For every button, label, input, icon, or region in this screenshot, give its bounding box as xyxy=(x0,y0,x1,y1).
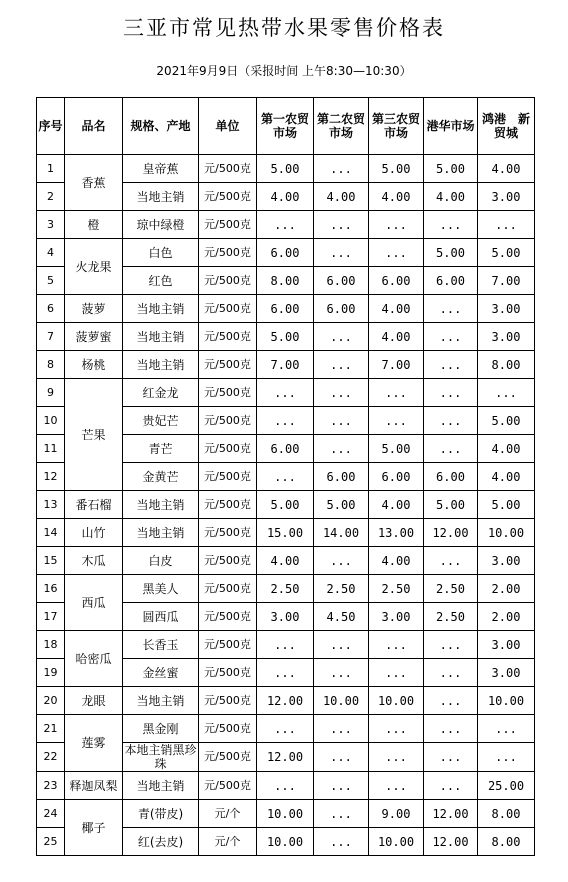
cell-market-1: ... xyxy=(257,379,314,407)
cell-name: 龙眼 xyxy=(65,687,123,715)
cell-market-3: 3.00 xyxy=(369,603,424,631)
cell-unit: 元/500克 xyxy=(199,519,257,547)
cell-market-3: 4.00 xyxy=(369,547,424,575)
cell-market-1: 8.00 xyxy=(257,267,314,295)
cell-market-2: ... xyxy=(314,547,369,575)
table-row xyxy=(37,155,535,183)
cell-unit: 元/500克 xyxy=(199,379,257,407)
cell-market-3: ... xyxy=(369,659,424,687)
header-market-3: 第三农贸市场 xyxy=(369,98,424,155)
cell-idx: 3 xyxy=(37,211,65,239)
cell-market-5: 2.00 xyxy=(478,603,535,631)
cell-market-4: ... xyxy=(424,631,478,659)
cell-market-4: ... xyxy=(424,435,478,463)
cell-spec: 黑金刚 xyxy=(123,715,199,743)
cell-idx: 20 xyxy=(37,687,65,715)
cell-unit: 元/个 xyxy=(199,800,257,828)
cell-market-3: 13.00 xyxy=(369,519,424,547)
header-market-2: 第二农贸市场 xyxy=(314,98,369,155)
table-row xyxy=(37,715,535,743)
cell-market-1: 3.00 xyxy=(257,603,314,631)
cell-spec: 金丝蜜 xyxy=(123,659,199,687)
cell-market-1: 7.00 xyxy=(257,351,314,379)
page-title: 三亚市常见热带水果零售价格表 xyxy=(123,16,445,40)
cell-name: 火龙果 xyxy=(65,239,123,295)
cell-market-3: 10.00 xyxy=(369,687,424,715)
cell-market-3: 7.00 xyxy=(369,351,424,379)
cell-market-2: ... xyxy=(314,379,369,407)
cell-market-1: ... xyxy=(257,463,314,491)
cell-market-4: ... xyxy=(424,407,478,435)
cell-market-2: ... xyxy=(314,435,369,463)
table-header xyxy=(37,98,535,155)
cell-idx: 8 xyxy=(37,351,65,379)
cell-market-4: ... xyxy=(424,351,478,379)
cell-name: 椰子 xyxy=(65,800,123,856)
cell-market-3: 5.00 xyxy=(369,435,424,463)
cell-market-3: 2.50 xyxy=(369,575,424,603)
table-row xyxy=(37,547,535,575)
cell-market-5: 3.00 xyxy=(478,295,535,323)
cell-market-4: ... xyxy=(424,295,478,323)
cell-market-2: 14.00 xyxy=(314,519,369,547)
cell-market-1: 5.00 xyxy=(257,491,314,519)
cell-market-4: ... xyxy=(424,659,478,687)
cell-market-5: 5.00 xyxy=(478,407,535,435)
cell-market-5: 8.00 xyxy=(478,828,535,856)
cell-idx: 1 xyxy=(37,155,65,183)
cell-idx: 10 xyxy=(37,407,65,435)
cell-idx: 16 xyxy=(37,575,65,603)
cell-market-2: ... xyxy=(314,407,369,435)
cell-market-3: 6.00 xyxy=(369,463,424,491)
cell-market-2: 2.50 xyxy=(314,575,369,603)
cell-spec: 红(去皮) xyxy=(123,828,199,856)
cell-market-4: ... xyxy=(424,547,478,575)
cell-market-1: 12.00 xyxy=(257,743,314,772)
cell-unit: 元/500克 xyxy=(199,463,257,491)
cell-idx: 12 xyxy=(37,463,65,491)
cell-market-2: ... xyxy=(314,828,369,856)
cell-market-1: 2.50 xyxy=(257,575,314,603)
cell-market-4: ... xyxy=(424,379,478,407)
cell-market-4: 2.50 xyxy=(424,603,478,631)
table-row xyxy=(37,519,535,547)
cell-market-5: 4.00 xyxy=(478,155,535,183)
cell-market-5: 10.00 xyxy=(478,519,535,547)
header-idx: 序号 xyxy=(37,98,65,155)
cell-market-1: 10.00 xyxy=(257,800,314,828)
cell-market-3: 6.00 xyxy=(369,267,424,295)
cell-market-5: 3.00 xyxy=(478,547,535,575)
cell-market-3: ... xyxy=(369,743,424,772)
cell-market-5: 3.00 xyxy=(478,631,535,659)
cell-name: 西瓜 xyxy=(65,575,123,631)
cell-market-2: ... xyxy=(314,659,369,687)
cell-market-2: ... xyxy=(314,155,369,183)
cell-market-2: ... xyxy=(314,351,369,379)
cell-name: 橙 xyxy=(65,211,123,239)
cell-spec: 琼中绿橙 xyxy=(123,211,199,239)
header-name: 品名 xyxy=(65,98,123,155)
header-market-5: 鸿港 新贸城 xyxy=(478,98,535,155)
cell-spec: 当地主销 xyxy=(123,295,199,323)
cell-idx: 2 xyxy=(37,183,65,211)
cell-market-4: 5.00 xyxy=(424,155,478,183)
table-row xyxy=(37,379,535,407)
cell-unit: 元/500克 xyxy=(199,407,257,435)
cell-name: 芒果 xyxy=(65,379,123,491)
cell-market-1: ... xyxy=(257,715,314,743)
table-row xyxy=(37,295,535,323)
cell-market-4: ... xyxy=(424,211,478,239)
cell-market-4: ... xyxy=(424,743,478,772)
cell-name: 哈密瓜 xyxy=(65,631,123,687)
table-row xyxy=(37,575,535,603)
cell-market-5: 3.00 xyxy=(478,659,535,687)
cell-market-4: ... xyxy=(424,323,478,351)
table-body xyxy=(37,155,535,856)
cell-spec: 当地主销 xyxy=(123,687,199,715)
cell-market-4: 2.50 xyxy=(424,575,478,603)
cell-idx: 22 xyxy=(37,743,65,772)
table-row xyxy=(37,800,535,828)
cell-unit: 元/500克 xyxy=(199,631,257,659)
cell-market-5: 25.00 xyxy=(478,772,535,800)
cell-idx: 14 xyxy=(37,519,65,547)
cell-market-5: 4.00 xyxy=(478,435,535,463)
cell-unit: 元/500克 xyxy=(199,239,257,267)
cell-unit: 元/500克 xyxy=(199,295,257,323)
cell-spec: 皇帝蕉 xyxy=(123,155,199,183)
cell-market-1: 5.00 xyxy=(257,155,314,183)
header-market-4: 港华市场 xyxy=(424,98,478,155)
cell-idx: 5 xyxy=(37,267,65,295)
cell-spec: 当地主销 xyxy=(123,519,199,547)
cell-idx: 9 xyxy=(37,379,65,407)
cell-spec: 金黄芒 xyxy=(123,463,199,491)
cell-market-3: ... xyxy=(369,772,424,800)
cell-market-2: ... xyxy=(314,323,369,351)
cell-market-4: 12.00 xyxy=(424,519,478,547)
cell-name: 番石榴 xyxy=(65,491,123,519)
cell-unit: 元/个 xyxy=(199,828,257,856)
cell-unit: 元/500克 xyxy=(199,743,257,772)
cell-market-1: 5.00 xyxy=(257,323,314,351)
cell-unit: 元/500克 xyxy=(199,435,257,463)
cell-market-3: 4.00 xyxy=(369,295,424,323)
cell-idx: 17 xyxy=(37,603,65,631)
cell-unit: 元/500克 xyxy=(199,155,257,183)
cell-market-4: 12.00 xyxy=(424,800,478,828)
cell-market-4: 4.00 xyxy=(424,183,478,211)
cell-market-1: 6.00 xyxy=(257,295,314,323)
cell-spec: 本地主销黑珍珠 xyxy=(124,743,197,771)
cell-market-5: ... xyxy=(478,743,535,772)
cell-spec: 当地主销 xyxy=(123,183,199,211)
cell-idx: 7 xyxy=(37,323,65,351)
cell-market-4: ... xyxy=(424,687,478,715)
cell-name: 菠萝 xyxy=(65,295,123,323)
cell-unit: 元/500克 xyxy=(199,547,257,575)
cell-spec: 当地主销 xyxy=(123,323,199,351)
table-row xyxy=(37,239,535,267)
cell-idx: 13 xyxy=(37,491,65,519)
cell-unit: 元/500克 xyxy=(199,183,257,211)
cell-spec: 青(带皮) xyxy=(123,800,199,828)
cell-spec: 红金龙 xyxy=(123,379,199,407)
cell-market-1: ... xyxy=(257,211,314,239)
cell-idx: 21 xyxy=(37,715,65,743)
cell-market-3: ... xyxy=(369,211,424,239)
cell-market-2: 10.00 xyxy=(314,687,369,715)
header-unit: 单位 xyxy=(199,98,257,155)
table-row xyxy=(37,772,535,800)
cell-name: 杨桃 xyxy=(65,351,123,379)
table-row xyxy=(37,211,535,239)
cell-unit: 元/500克 xyxy=(199,211,257,239)
cell-market-3: ... xyxy=(369,239,424,267)
table-row xyxy=(37,323,535,351)
cell-idx: 11 xyxy=(37,435,65,463)
cell-market-1: 4.00 xyxy=(257,183,314,211)
cell-unit: 元/500克 xyxy=(199,323,257,351)
cell-idx: 6 xyxy=(37,295,65,323)
cell-idx: 24 xyxy=(37,800,65,828)
report-date: 2021年9月9日（采报时间 上午8:30—10:30） xyxy=(156,64,412,78)
cell-market-3: 4.00 xyxy=(369,183,424,211)
cell-name: 莲雾 xyxy=(65,715,123,772)
cell-unit: 元/500克 xyxy=(199,491,257,519)
cell-market-5: 2.00 xyxy=(478,575,535,603)
cell-market-1: 12.00 xyxy=(257,687,314,715)
cell-market-2: 5.00 xyxy=(314,491,369,519)
cell-market-3: 9.00 xyxy=(369,800,424,828)
cell-market-4: 6.00 xyxy=(424,267,478,295)
cell-market-4: 5.00 xyxy=(424,239,478,267)
cell-market-3: ... xyxy=(369,631,424,659)
cell-market-2: 4.50 xyxy=(314,603,369,631)
cell-spec: 当地主销 xyxy=(123,351,199,379)
cell-spec: 当地主销 xyxy=(123,772,199,800)
cell-market-5: 5.00 xyxy=(478,491,535,519)
cell-name: 香蕉 xyxy=(65,155,123,211)
cell-spec: 白色 xyxy=(123,239,199,267)
cell-market-5: ... xyxy=(478,379,535,407)
cell-spec: 白皮 xyxy=(123,547,199,575)
cell-market-5: ... xyxy=(478,211,535,239)
cell-market-5: 7.00 xyxy=(478,267,535,295)
cell-idx: 18 xyxy=(37,631,65,659)
cell-spec: 红色 xyxy=(123,267,199,295)
cell-idx: 19 xyxy=(37,659,65,687)
cell-market-5: 10.00 xyxy=(478,687,535,715)
cell-unit: 元/500克 xyxy=(199,575,257,603)
cell-market-5: ... xyxy=(478,715,535,743)
cell-market-1: ... xyxy=(257,631,314,659)
cell-market-3: 4.00 xyxy=(369,323,424,351)
cell-market-3: ... xyxy=(369,715,424,743)
cell-market-2: 6.00 xyxy=(314,267,369,295)
cell-market-1: ... xyxy=(257,659,314,687)
cell-market-3: ... xyxy=(369,379,424,407)
cell-market-3: ... xyxy=(369,407,424,435)
table-row xyxy=(37,631,535,659)
cell-spec: 贵妃芒 xyxy=(123,407,199,435)
cell-market-2: ... xyxy=(314,715,369,743)
cell-market-2: ... xyxy=(314,211,369,239)
table-row xyxy=(37,351,535,379)
cell-market-2: ... xyxy=(314,743,369,772)
price-table xyxy=(36,97,535,856)
cell-market-1: 10.00 xyxy=(257,828,314,856)
cell-market-5: 8.00 xyxy=(478,800,535,828)
header-spec: 规格、产地 xyxy=(123,98,199,155)
cell-market-1: 6.00 xyxy=(257,435,314,463)
cell-idx: 4 xyxy=(37,239,65,267)
table-row xyxy=(37,491,535,519)
cell-market-2: 6.00 xyxy=(314,295,369,323)
cell-market-1: 15.00 xyxy=(257,519,314,547)
cell-market-1: 4.00 xyxy=(257,547,314,575)
cell-market-2: ... xyxy=(314,800,369,828)
table-row xyxy=(37,687,535,715)
cell-market-5: 8.00 xyxy=(478,351,535,379)
cell-market-2: 4.00 xyxy=(314,183,369,211)
cell-market-3: 10.00 xyxy=(369,828,424,856)
cell-market-4: 12.00 xyxy=(424,828,478,856)
cell-unit: 元/500克 xyxy=(199,687,257,715)
cell-market-5: 3.00 xyxy=(478,183,535,211)
cell-market-1: 6.00 xyxy=(257,239,314,267)
cell-market-3: 4.00 xyxy=(369,491,424,519)
cell-spec: 圆西瓜 xyxy=(123,603,199,631)
cell-unit: 元/500克 xyxy=(199,715,257,743)
cell-name: 木瓜 xyxy=(65,547,123,575)
cell-market-5: 4.00 xyxy=(478,463,535,491)
cell-unit: 元/500克 xyxy=(199,267,257,295)
cell-market-1: ... xyxy=(257,407,314,435)
cell-name: 山竹 xyxy=(65,519,123,547)
cell-market-3: 5.00 xyxy=(369,155,424,183)
cell-idx: 23 xyxy=(37,772,65,800)
cell-market-2: ... xyxy=(314,631,369,659)
cell-idx: 15 xyxy=(37,547,65,575)
cell-unit: 元/500克 xyxy=(199,603,257,631)
cell-spec: 黑美人 xyxy=(123,575,199,603)
cell-market-4: 5.00 xyxy=(424,491,478,519)
cell-market-4: ... xyxy=(424,715,478,743)
cell-market-4: 6.00 xyxy=(424,463,478,491)
header-market-1: 第一农贸市场 xyxy=(257,98,314,155)
cell-market-5: 3.00 xyxy=(478,323,535,351)
cell-spec: 当地主销 xyxy=(123,491,199,519)
cell-market-5: 5.00 xyxy=(478,239,535,267)
cell-name: 释迦凤梨 xyxy=(65,772,123,800)
cell-spec: 长香玉 xyxy=(123,631,199,659)
cell-spec: 青芒 xyxy=(123,435,199,463)
cell-unit: 元/500克 xyxy=(199,659,257,687)
cell-market-2: ... xyxy=(314,239,369,267)
cell-market-1: ... xyxy=(257,772,314,800)
cell-idx: 25 xyxy=(37,828,65,856)
cell-market-2: ... xyxy=(314,772,369,800)
cell-market-2: 6.00 xyxy=(314,463,369,491)
cell-market-4: ... xyxy=(424,772,478,800)
cell-unit: 元/500克 xyxy=(199,772,257,800)
cell-name: 菠萝蜜 xyxy=(65,323,123,351)
cell-unit: 元/500克 xyxy=(199,351,257,379)
